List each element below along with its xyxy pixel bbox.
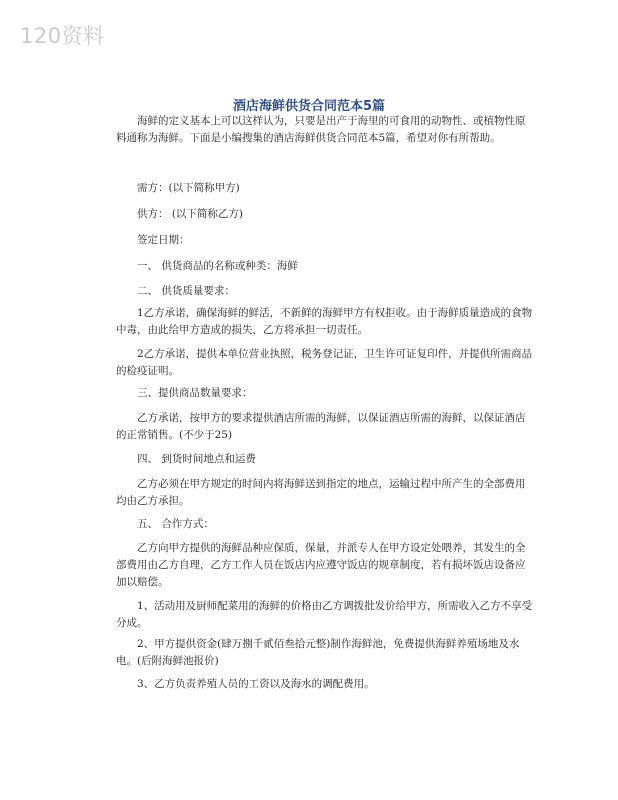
section-4-heading: 四、 到货时间地点和运费 — [137, 453, 256, 465]
section-5-paragraph: 乙方向甲方提供的海鲜品种应保质，保量，并派专人在甲方设定处喂养，其发生的全部费用由乙方自理，乙方工作人员在饭店内应遵守饭店的规章制度，若有损坏饭店设备应加以赔偿。 — [116, 542, 526, 588]
section-5-item-2: 2、甲方提供资金(肆万捌千贰佰叁拾元整)制作海鲜池，免费提供海鲜养殖场地及水电。(后附海鲜池报价) — [116, 638, 520, 667]
section-1-heading: 一、 供货商品的名称或种类：海鲜 — [137, 260, 298, 272]
intro-paragraph: 海鲜的定义基本上可以这样认为，只要是出产于海里的可食用的动物性、或植物性原料通称为海鲜。下面是小编搜集的酒店海鲜供货合同范本5篇，希望对你有所帮助。 — [116, 115, 526, 144]
section-2-item-1: 1乙方承诺，确保海鲜的鲜活，不新鲜的海鲜甲方有权拒收。由于海鲜质量造成的食物中毒，由此给甲方造成的损失，乙方将承担一切责任。 — [116, 307, 533, 336]
section-3-paragraph: 乙方承诺，按甲方的要求提供酒店所需的海鲜，以保证酒店所需的海鲜，以保证酒店的正常销售。(不少于25) — [116, 412, 526, 441]
section-2-item-2: 2乙方承诺，提供本单位营业执照，税务登记证，卫生许可证复印件，并提供所需商品的检疫证明。 — [116, 348, 533, 377]
section-4-paragraph: 乙方必须在甲方规定的时间内将海鲜送到指定的地点，运输过程中所产生的全部费用均由乙方承担。 — [116, 478, 526, 507]
party-b-line: 供方： (以下简称乙方) — [137, 208, 244, 220]
watermark-text: 120资料 — [20, 24, 105, 48]
section-5-item-1: 1、活动用及厨师配菜用的海鲜的价格由乙方调拨批发价给甲方，所需收入乙方不享受分成。 — [116, 600, 533, 629]
section-5-heading: 五、 合作方式： — [137, 518, 214, 530]
section-3-heading: 三、提供商品数量要求： — [137, 387, 253, 399]
section-5-item-3: 3、乙方负责养殖人员的工资以及海水的调配费用。 — [137, 678, 375, 690]
party-a-line: 需方：(以下简称甲方) — [137, 182, 240, 194]
document-title: 酒店海鲜供货合同范本5篇 — [232, 99, 386, 114]
section-2-heading: 二、 供货质量要求： — [137, 285, 235, 297]
sign-date-line: 签定日期： — [137, 234, 190, 246]
